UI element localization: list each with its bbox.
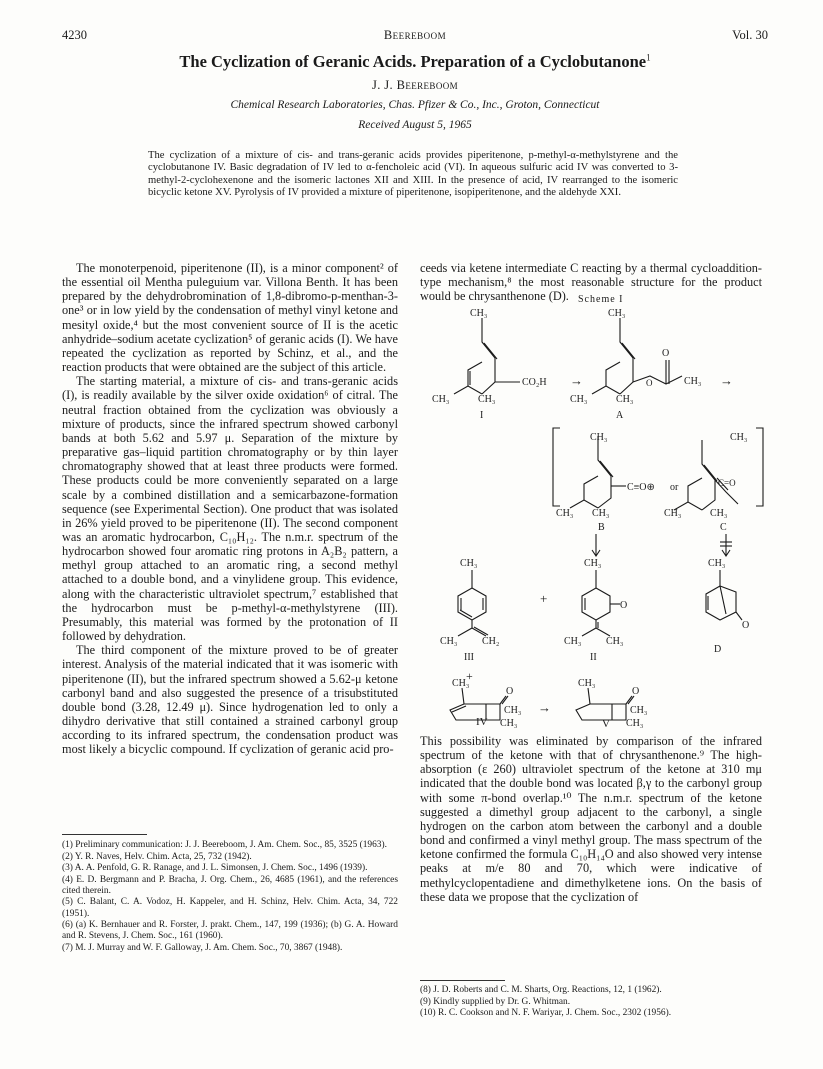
footnote: (9) Kindly supplied by Dr. G. Whitman. [420, 996, 571, 1007]
reaction-scheme [420, 290, 770, 730]
ch3-label: CH₃ [556, 508, 574, 519]
ch3-label: CH₃ [500, 718, 518, 729]
label-B: B [598, 522, 605, 533]
footnote: (8) J. D. Roberts and C. M. Sharts, Org. Reactions, 12, 1 (1962). [420, 985, 662, 995]
ch3-label: CH₃ [578, 678, 596, 689]
oxygen-label: O [620, 600, 628, 611]
structure-D [706, 558, 749, 655]
ch3-label: CH₃ [460, 558, 478, 569]
label-I: I [480, 410, 484, 421]
ch3-label: CH₃ [626, 718, 644, 729]
footnote: (2) Y. R. Naves, Helv. Chim. Acta, 25, 732 (1942). [62, 851, 252, 862]
ch3-label: CH₃ [564, 636, 582, 647]
ch3-label: CH₃ [708, 558, 726, 569]
volume-label: Vol. 30 [732, 28, 768, 42]
paragraph: The monoterpenoid, piperitenone (II), is a minor component² of the essential oil Mentha puleguium var. Villona Benth. It has been prepared by the dehydrobromination of 1,8-dibromo-p-menthan-3-one³ or in low yield by the condensation of methyl vinyl ketone and mesityl oxide,⁴ but the most convenient source of II is the acetic anhydride–sodium acetate cyclization⁵ of geranic acids (I). We have repeated the cyclization as reported by Schinz, et al., and the reaction products that were obtained are the subject of this article. [62, 261, 398, 375]
ch3-label: CH₃ [570, 394, 588, 405]
received-date: Received August 5, 1965 [358, 119, 472, 131]
label-D: D [714, 644, 722, 655]
ch3-label: CH₃ [608, 308, 626, 319]
footnote-rule [420, 980, 505, 981]
reaction-arrow: → [570, 373, 583, 388]
or-label: or [670, 482, 679, 493]
structure-V [576, 678, 647, 729]
footnote: (1) Preliminary communication: J. J. Beereboom, J. Am. Chem. Soc., 85, 3525 (1963). [62, 840, 387, 850]
label-C: C [720, 522, 727, 533]
paragraph: ceeds via ketene intermediate C reacting by a thermal cycloaddition-type mechanism,⁸ the most reasonable structure for the product would be chrysanthenone (D). [420, 261, 762, 304]
body-column-right-bottom [420, 734, 762, 904]
footnote: (6) (a) K. Bernhauer and R. Forster, J. prakt. Chem., 147, 199 (1936); (b) G. A. Howard and R. Stevens, J. Chem. Soc., 161 (1960). [62, 920, 398, 942]
footnote: (4) E. D. Bergmann and P. Bracha, J. Org. Chem., 26, 4685 (1961), and the references cited therein. [62, 874, 398, 896]
article-title [62, 52, 768, 72]
oxygen-label: O [632, 686, 640, 697]
scheme-title: Scheme I [578, 294, 624, 305]
acylium-label: C≡O⊕ [627, 482, 655, 493]
reaction-arrow: → [538, 700, 551, 715]
ch3-label: CH₃ [606, 636, 624, 647]
paragraph: This possibility was eliminated by comparison of the infrared spectrum of the ketone with that of chrysanthenone.⁹ The high-absorption (ε 260) ultraviolet spectrum of the ketone at 310 mμ indicated that the double bond was located β,γ to the carbonyl group with some π-bond overlap.¹⁰ The n.m.r. spectrum of the ketone suggested a dimethyl group adjacent to the carbonyl, a single hydrogen on the carbon atom between the carbonyl and a double bond and confirmed a vinyl methyl group. The mass spectrum of the ketone confirmed the formula C₁₀H₁₄O and also showed very intense peaks at m/e 80 and 70, which were indicative of methylcyclopentadiene and dimethylketene ions. On the basis of these data we propose that the cyclization of [420, 734, 762, 904]
ch2-label: CH₂ [482, 636, 500, 647]
ch3-label: CH₃ [630, 705, 648, 716]
body-column-left [62, 261, 398, 756]
footnotes-left [62, 840, 398, 954]
ch3-label: CH₃ [504, 705, 522, 716]
footnote: (7) M. J. Murray and W. F. Galloway, J. Am. Chem. Soc., 70, 3867 (1948). [62, 942, 343, 953]
ch3-label: CH₃ [710, 508, 728, 519]
running-author: Beereboom [383, 28, 447, 42]
paragraph: The starting material, a mixture of cis- and trans-geranic acids (I), is readily available by the silver oxide oxidation⁶ of citral. The neutral fraction obtained from the cyclization was obviously a mixture of products, since the infrared spectrum showed carbonyl bands at both 5.62 and 5.97 μ. Separation of the mixture by preparative gas–liquid partition chromatography or by thin layer chromatography showed that at least three products were formed. These products could be more conveniently separated on a large scale by a combined distillation and a semicarbazone-formation sequence (see Experimental Section). One product that was isolated in 26% yield proved to be piperitenone (II). The second component was an aromatic hydrocarbon, C₁₀H₁₂. The n.m.r. spectrum of the hydrocarbon showed four aromatic ring protons in A₂B₂ pattern, a methyl group attached to an aromatic ring, a second methyl attached to a double bond, and a vinylidene group. This evidence, along with the characteristic ultraviolet spectrum,⁷ established that the hydrocarbon must be p-methyl-α-methylstyrene (III). Presumably, this material was formed by the protonation of II followed by dehydration. [62, 374, 398, 644]
label-III: III [464, 652, 474, 663]
label-V: V [602, 718, 610, 730]
oxygen-label: O [506, 686, 514, 697]
label-A: A [616, 410, 624, 421]
footnote: (5) C. Balant, C. A. Vodoz, H. Kappeler, and H. Schinz, Helv. Chim. Acta, 34, 722 (1951). [62, 897, 398, 919]
ch3-label: CH₃ [432, 394, 450, 405]
structure-B [556, 432, 682, 533]
plus-sign: + [540, 591, 548, 606]
page-number: 4230 [62, 28, 87, 42]
ch3-label: CH₃ [452, 678, 470, 689]
ketene-label: C=O [718, 478, 736, 488]
author-affiliation: Chemical Research Laboratories, Chas. Pfizer & Co., Inc., Groton, Connecticut [230, 99, 600, 111]
footnote: (10) R. C. Cookson and N. F. Wariyar, J. Chem. Soc., 2302 (1956). [420, 1008, 672, 1019]
ch3-label: CH₃ [440, 636, 458, 647]
oxygen-label: O [742, 620, 750, 631]
article-author: J. J. Beereboom [371, 78, 459, 92]
structure-A [570, 308, 701, 421]
structure-II [564, 558, 627, 663]
abstract: The cyclization of a mixture of cis- and trans-geranic acids provides piperitenone, p-methyl-α-methylstyrene and the cyclobutanone IV. Basic degradation of IV led to α-fencholeic acid (VI). In aqueous sulfuric acid IV was converted to 3-methyl-2-cyclohexenone and the isomeric lactones XII and XIII. In the presence of acid, IV rearranged to the isomeric bicyclic ketone XV. Pyrolysis of IV provided a mixture of piperitenone, isopiperitenone, and the aldehyde XXI. [148, 150, 678, 199]
ch3-label: CH₃ [592, 508, 610, 519]
ch3-label: CH₃ [590, 432, 608, 443]
running-header [62, 28, 768, 44]
ch3-label: CH₃ [730, 432, 748, 443]
ch3-label: CH₃ [478, 394, 496, 405]
article-title-text: The Cyclization of Geranic Acids. Preparation of a Cyclobutanone [179, 52, 647, 71]
label-II: II [590, 652, 597, 663]
footnote-rule [62, 834, 147, 835]
footnotes-right [420, 985, 762, 1020]
reaction-arrow: → [720, 373, 733, 388]
ch3-label: CH₃ [684, 376, 702, 387]
scheme-drawing [420, 290, 770, 730]
ch3-label: CH₃ [664, 508, 682, 519]
ch3-label: CH₃ [584, 558, 602, 569]
ch3-label: CH₃ [470, 308, 488, 319]
oxygen-label: O [646, 378, 653, 388]
plus-sign: + [466, 669, 473, 683]
ch3-label: CH₃ [616, 394, 634, 405]
label-IV: IV [476, 716, 488, 728]
oxygen-label: O [662, 348, 670, 359]
structure-III [440, 558, 499, 683]
paragraph: The third component of the mixture proved to be of greater interest. Analysis of the material indicated that it was isomeric with piperitenone (II), but the infrared spectrum showed a 5.62-μ ketone carbonyl band and also suggested the presence of a trisubstituted double bond (3.28, 12.49 μ). Since hydrogenation led to only a dihydro derivative that still contained a strained carbonyl group according to its infrared spectrum, the condensation product was most likely a bicyclic compound. If cyclization of geranic acid pro- [62, 643, 398, 757]
structure-I [432, 308, 547, 421]
title-footnote-mark: 1 [646, 52, 651, 63]
co2h-label: CO₂H [522, 377, 547, 388]
footnote: (3) A. A. Penfold, G. R. Ranage, and J. L. Simonsen, J. Chem. Soc., 1496 (1939). [62, 863, 368, 874]
